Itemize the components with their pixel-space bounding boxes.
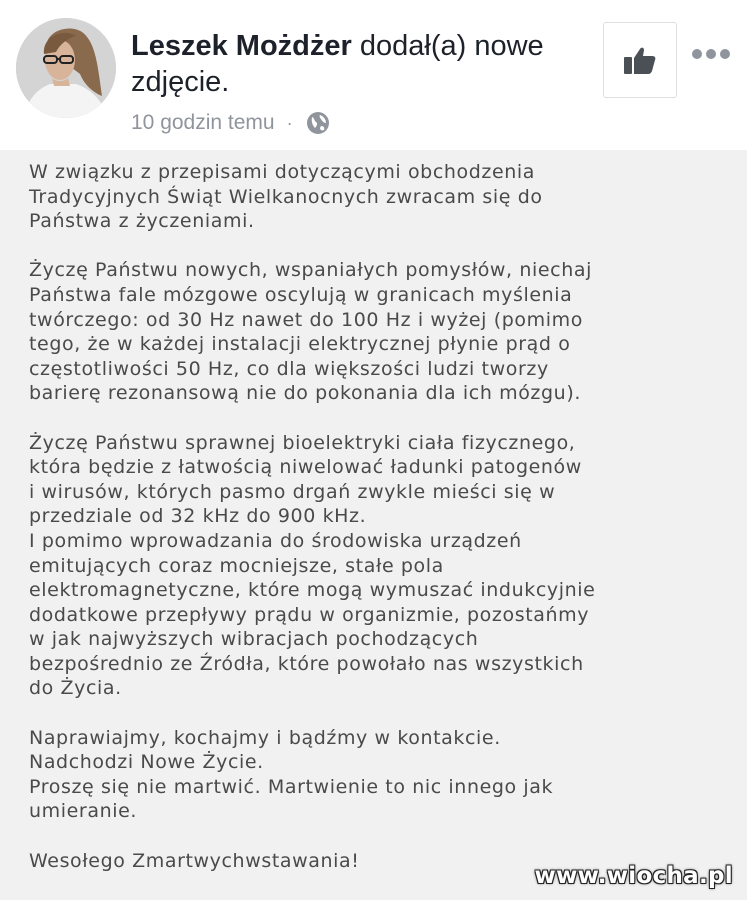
watermark: www.wiocha.pl [534,863,733,889]
globe-icon[interactable] [305,110,331,136]
post-photo[interactable] [0,150,747,900]
more-options-button[interactable] [686,34,736,74]
photo-paragraph: W związku z przepisami dotyczącymi obchodzenia Tradycyjnych Świąt Wielkanocnych zwracam się do Państwa z życzeniami. [29,161,543,233]
photo-paragraph: Życzę Państwu nowych, wspaniałych pomysłów, niechaj Państwa fale mózgowe oscylują w granicach myślenia twórczego: od 30 Hz nawet do 100 Hz i wyżej (pomimo tego, że w każdej instalacji elektrycznej płynie prąd o częstotliwości 50 Hz, co dla większości ludzi tworzy barierę rezonansową nie do pokonania dla ich mózgu). [29,259,592,405]
photo-paragraph: Wesołego Zmartwychwstawania! [29,849,360,872]
author-name-link[interactable]: Leszek Możdżer [131,30,352,62]
thumbs-up-icon [623,45,657,75]
meta-separator: · [286,112,293,133]
photo-paragraph: Życzę Państwu sprawnej bioelektryki ciała fizycznego, która będzie z łatwością niwelować ładunki patogenów i wirusów, których pasmo drgań zwykle mieści się w przedziale od 32 kHz do 900 kHz. I pomimo wprowadzania do środowiska urządzeń emitujących coraz mocniejsze, stałe pola elektromagnetyczne, które mogą wymuszać indukcyjnie dodatkowe przepływy prądu w organizmie, pozostańmy w jak najwyższych wibracjach pochodzących bezpośrednio ze Źródła, które powołało nas wszystkich do Życia. [29,431,596,700]
avatar-image [16,18,116,118]
avatar[interactable] [16,18,116,118]
photo-text [29,160,729,898]
post-title [131,28,601,100]
like-page-button[interactable] [603,22,677,98]
post-header [0,0,747,150]
photo-paragraph: Naprawiajmy, kochajmy i bądźmy w kontakcie. Nadchodzi Nowe Życie. Proszę się nie martwić. Martwienie to nic innego jak umieranie. [29,726,554,823]
post-action-text: dodał(a) nowe zdjęcie. [131,30,544,98]
more-options-icon [691,48,731,60]
post-meta [131,109,331,137]
post-timestamp[interactable]: 10 godzin temu [131,111,275,134]
